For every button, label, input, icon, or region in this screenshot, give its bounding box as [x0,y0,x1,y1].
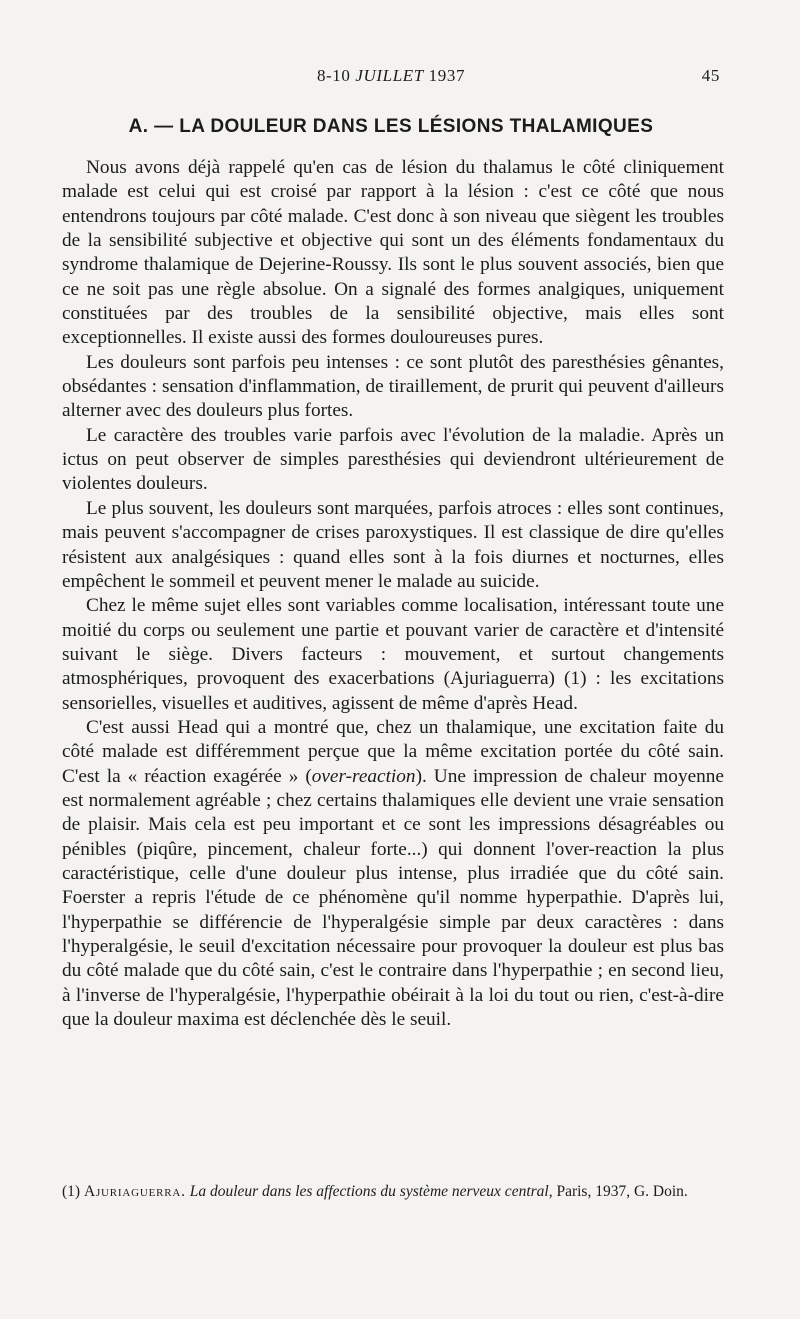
paragraph-5: Chez le même sujet elles sont variables comme localisation, intéressant toute une moitié du corps ou seulement une partie et pouvant varier de caractère et d'intensité suivant le siège. Divers facteurs : mouvement, et surtout changements atmosphériques, provoquent des exacerbations (Ajuriaguerra) (1) : les excitations sensorielles, visuelles et auditives, agissent de même d'après Head. [62,595,724,714]
footnote-publication: Paris, 1937, G. Doin. [556,1183,688,1200]
issue-date: 8-10 JUILLET 1937 [316,66,466,85]
running-header [62,66,720,90]
page-number: 45 [701,66,720,85]
footnote-marker: (1) [62,1183,84,1200]
body-text [62,156,724,1032]
footnote [62,1183,724,1202]
paragraph-6: C'est aussi Head qui a montré que, chez un thalamique, une excitation faite du côté malade est différemment perçue que la même excitation portée du côté sain. C'est la « réaction exagérée » (over-reaction). Une impression de chaleur moyenne est normalement agréable ; chez certains thalamiques elle devient une vraie sensation de plaisir. Mais cela est peu important et ce sont les impressions désagréables ou pénibles (piqûre, pincement, chaleur forte...) qui donnent l'over-reaction la plus caractéristique, celle d'une douleur plus intense, plus irradiée que du côté sain. Foerster a repris l'étude de ce phénomène qu'il nomme hyperpathie. D'après lui, l'hyperpathie se différencie de l'hyperalgésie simple par deux caractères : dans l'hyperalgésie, le seuil d'excitation nécessaire pour provoquer la douleur est plus bas du côté malade que du côté sain, c'est le contraire dans l'hyperpathie ; en second lieu, à l'inverse de l'hyperalgésie, l'hyperpathie obéirait à la loi du tout ou rien, c'est-à-dire que la douleur maxima est déclenchée dès le seuil. [62,716,724,1031]
paragraph-3: Le caractère des troubles varie parfois avec l'évolution de la maladie. Après un ictus on peut observer de simples paresthésies qui deviendront ultérieurement de violentes douleurs. [62,424,724,495]
paragraph-1: Nous avons déjà rappelé qu'en cas de lésion du thalamus le côté cliniquement malade est celui qui est croisé par rapport à la lésion : c'est ce côté que nous entendrons toujours par côté malade. C'est donc à son niveau que siègent les troubles de la sensibilité subjective et objective qui sont un des éléments fondamentaux du syndrome thalamique de Dejerine-Roussy. Ils sont le plus souvent associés, bien que ce ne soit pas une règle absolue. On a signalé des formes analgiques, uniquement constituées par des troubles de la sensibilité objective, mais elles sont exceptionnelles. Il existe aussi des formes douloureuses pures. [62,157,724,349]
footnote-title: La douleur dans les affections du système nerveux central, [189,1183,553,1200]
section-title: A. — LA DOULEUR DANS LES LÉSIONS THALAMIQUES [128,116,654,137]
paragraph-2: Les douleurs sont parfois peu intenses : ce sont plutôt des paresthésies gênantes, obsédantes : sensation d'inflammation, de tiraillement, de prurit qui peuvent d'ailleurs alterner avec des douleurs plus fortes. [62,351,724,422]
footnote-author: Ajuriaguerra. [83,1183,186,1200]
paragraph-4: Le plus souvent, les douleurs sont marquées, parfois atroces : elles sont continues, mais peuvent s'accompagner de crises paroxystiques. Il est classique de dire qu'elles résistent aux analgésiques : quand elles sont à la fois diurnes et nocturnes, elles empêchent le sommeil et peuvent mener le malade au suicide. [62,497,724,592]
